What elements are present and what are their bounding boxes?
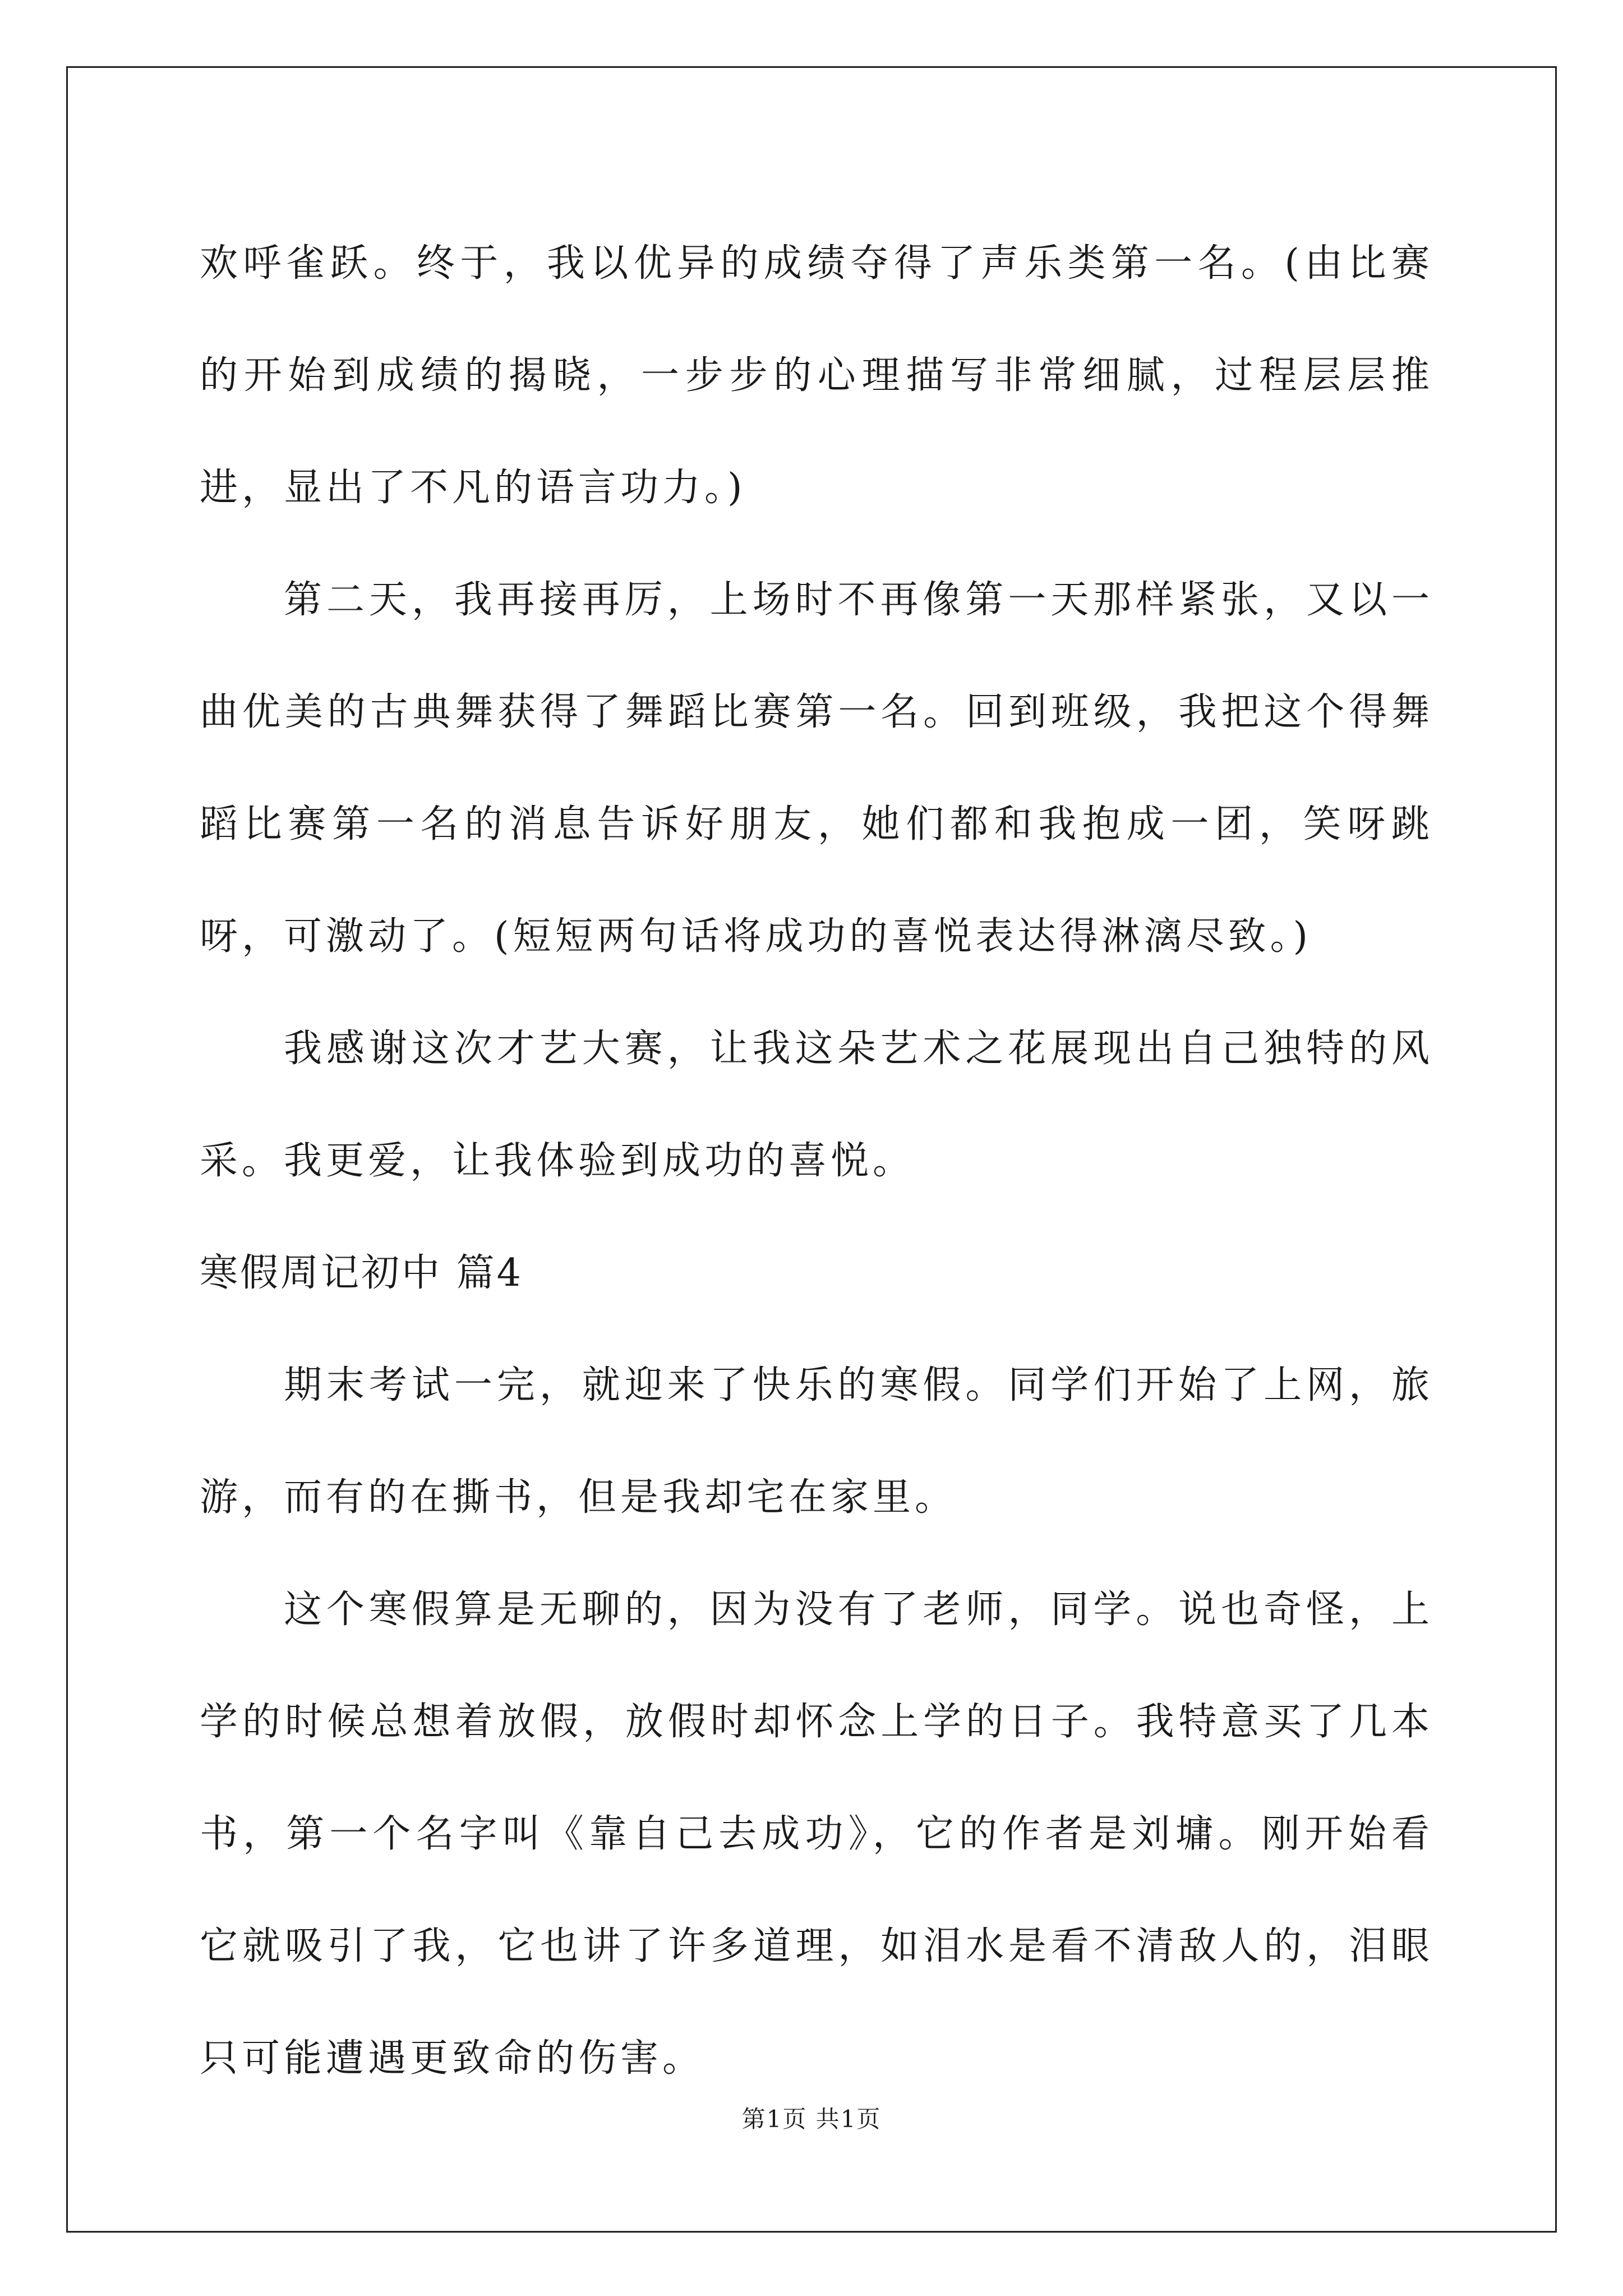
document-body — [200, 208, 1433, 2115]
paragraph: 第二天，我再接再厉，上场时不再像第一天那样紧张，又以一曲优美的古典舞获得了舞蹈比赛第一名。回到班级，我把这个得舞蹈比赛第一名的消息告诉好朋友，她们都和我抱成一团，笑呀跳呀，可激动了。(短短两句话将成功的喜悦表达得淋漓尽致。) — [200, 578, 1433, 959]
paragraph: 这个寒假算是无聊的，因为没有了老师，同学。说也奇怪，上学的时候总想着放假，放假时却怀念上学的日子。我特意买了几本书，第一个名字叫《靠自己去成功》，它的作者是刘墉。刚开始看它就吸引了我，它也讲了许多道理，如泪水是看不清敌人的，泪眼只可能遭遇更致命的伤害。 — [200, 1588, 1433, 2081]
section-heading: 寒假周记初中 篇4 — [200, 1251, 523, 1295]
paragraph: 欢呼雀跃。终于，我以优异的成绩夺得了声乐类第一名。(由比赛的开始到成绩的揭晓，一步步的心理描写非常细腻，过程层层推进，显出了不凡的语言功力。) — [200, 241, 1433, 510]
paragraph: 我感谢这次才艺大赛，让我这朵艺术之花展现出自己独特的风采。我更爱，让我体验到成功的喜悦。 — [200, 1027, 1433, 1183]
paragraph: 期末考试一完，就迎来了快乐的寒假。同学们开始了上网，旅游，而有的在撕书，但是我却宅在家里。 — [200, 1363, 1433, 1520]
page-footer: 第1页 共1页 — [741, 2105, 882, 2133]
